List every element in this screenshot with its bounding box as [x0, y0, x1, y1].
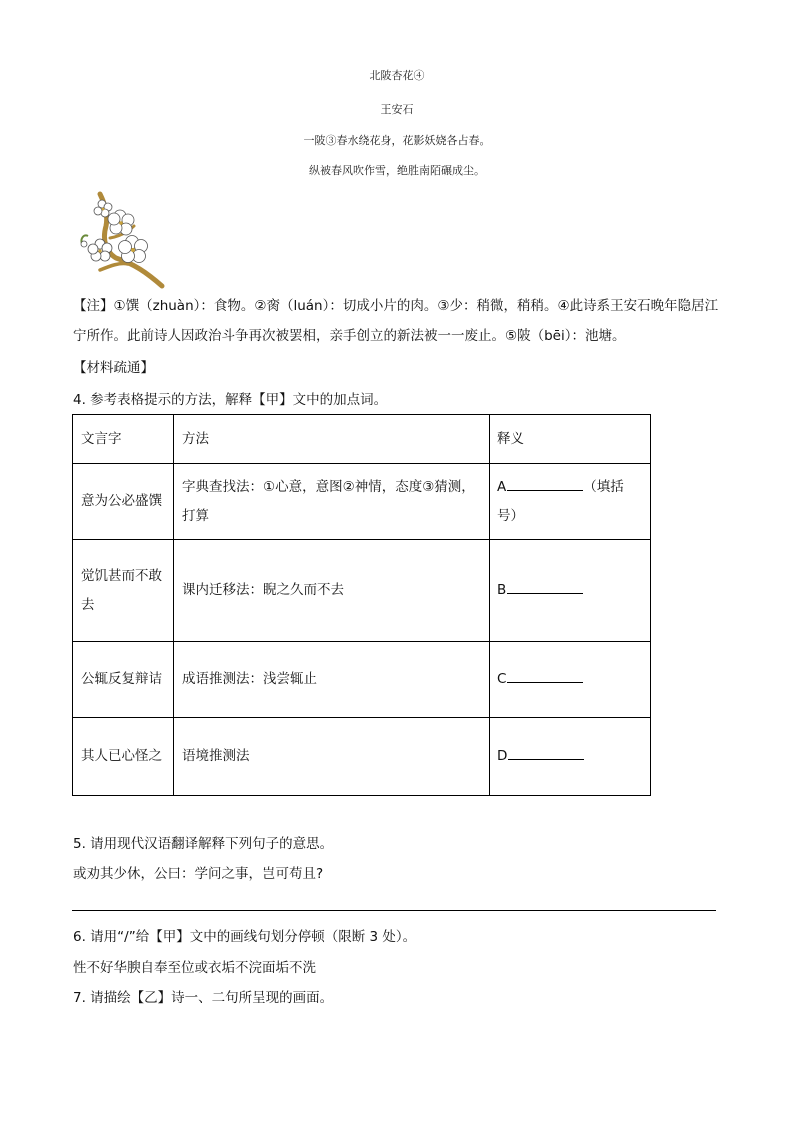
table-cell-word: 觉饥甚而不敢去 — [73, 540, 174, 642]
table-cell-method: 语境推测法 — [174, 718, 490, 796]
answer-label: A — [497, 478, 507, 495]
question-4-prompt: 4. 参考表格提示的方法，解释【甲】文中的加点词。 — [73, 392, 388, 408]
table-row — [73, 464, 651, 540]
answer-blank-a[interactable] — [507, 476, 583, 491]
answer-blank-c[interactable] — [507, 668, 583, 683]
question-4-table — [72, 414, 651, 796]
question-6-sentence: 性不好华腴自奉至位或衣垢不浣面垢不洗 — [73, 960, 316, 976]
annotation-note: 【注】①馔（zhuàn）：食物。②脔（luán）：切成小片的肉。③少：稍微，稍稍。④此诗系王安石晚年隐居江宁所作。此前诗人因政治斗争再次被罢相，亲手创立的新法被一一废止。⑤陂（bēi）：池塘。 — [73, 298, 719, 344]
table-cell-answer — [490, 642, 651, 718]
poem-line-1: 一陂③春水绕花身，花影妖娆各占春。 — [303, 134, 491, 147]
question-5-sentence: 或劝其少休，公曰：学问之事，岂可苟且? — [73, 866, 324, 882]
table-cell-answer — [490, 464, 651, 540]
answer-suffix: （填括号） — [497, 478, 624, 524]
table-row — [73, 540, 651, 642]
poem-line-2: 纵被春风吹作雪，绝胜南陌碾成尘。 — [309, 164, 485, 177]
question-6-prompt: 6. 请用“/”给【甲】文中的画线句划分停顿（限断 3 处）。 — [73, 929, 417, 945]
question-5-prompt: 5. 请用现代汉语翻译解释下列句子的意思。 — [73, 836, 334, 852]
table-header-row — [73, 415, 651, 464]
table-cell-word: 其人已心怪之 — [73, 718, 174, 796]
table-cell-word: 意为公必盛馔 — [73, 464, 174, 540]
table-cell-answer — [490, 540, 651, 642]
answer-blank-b[interactable] — [507, 579, 583, 594]
table-header: 文言字 — [73, 415, 174, 464]
table-cell-method: 课内迁移法：睨之久而不去 — [174, 540, 490, 642]
answer-blank-d[interactable] — [508, 745, 584, 760]
table-header: 释义 — [490, 415, 651, 464]
poem-title: 北陂杏花④ — [369, 69, 425, 82]
answer-label: D — [497, 748, 508, 764]
table-row — [73, 718, 651, 796]
poem-author: 王安石 — [380, 103, 414, 116]
question-5-answer-line[interactable] — [72, 910, 716, 911]
table-row — [73, 642, 651, 718]
answer-label: B — [497, 582, 507, 598]
table-cell-word: 公辄反复辩诘 — [73, 642, 174, 718]
table-header: 方法 — [174, 415, 490, 464]
question-7-prompt: 7. 请描绘【乙】诗一、二句所呈现的画面。 — [73, 990, 334, 1006]
table-cell-method: 成语推测法：浅尝辄止 — [174, 642, 490, 718]
section-heading: 【材料疏通】 — [73, 360, 154, 376]
answer-label: C — [497, 671, 507, 687]
table-cell-answer — [490, 718, 651, 796]
apricot-blossom-illustration — [76, 186, 166, 290]
table-cell-method: 字典查找法：①心意，意图②神情，态度③猜测，打算 — [174, 464, 490, 540]
